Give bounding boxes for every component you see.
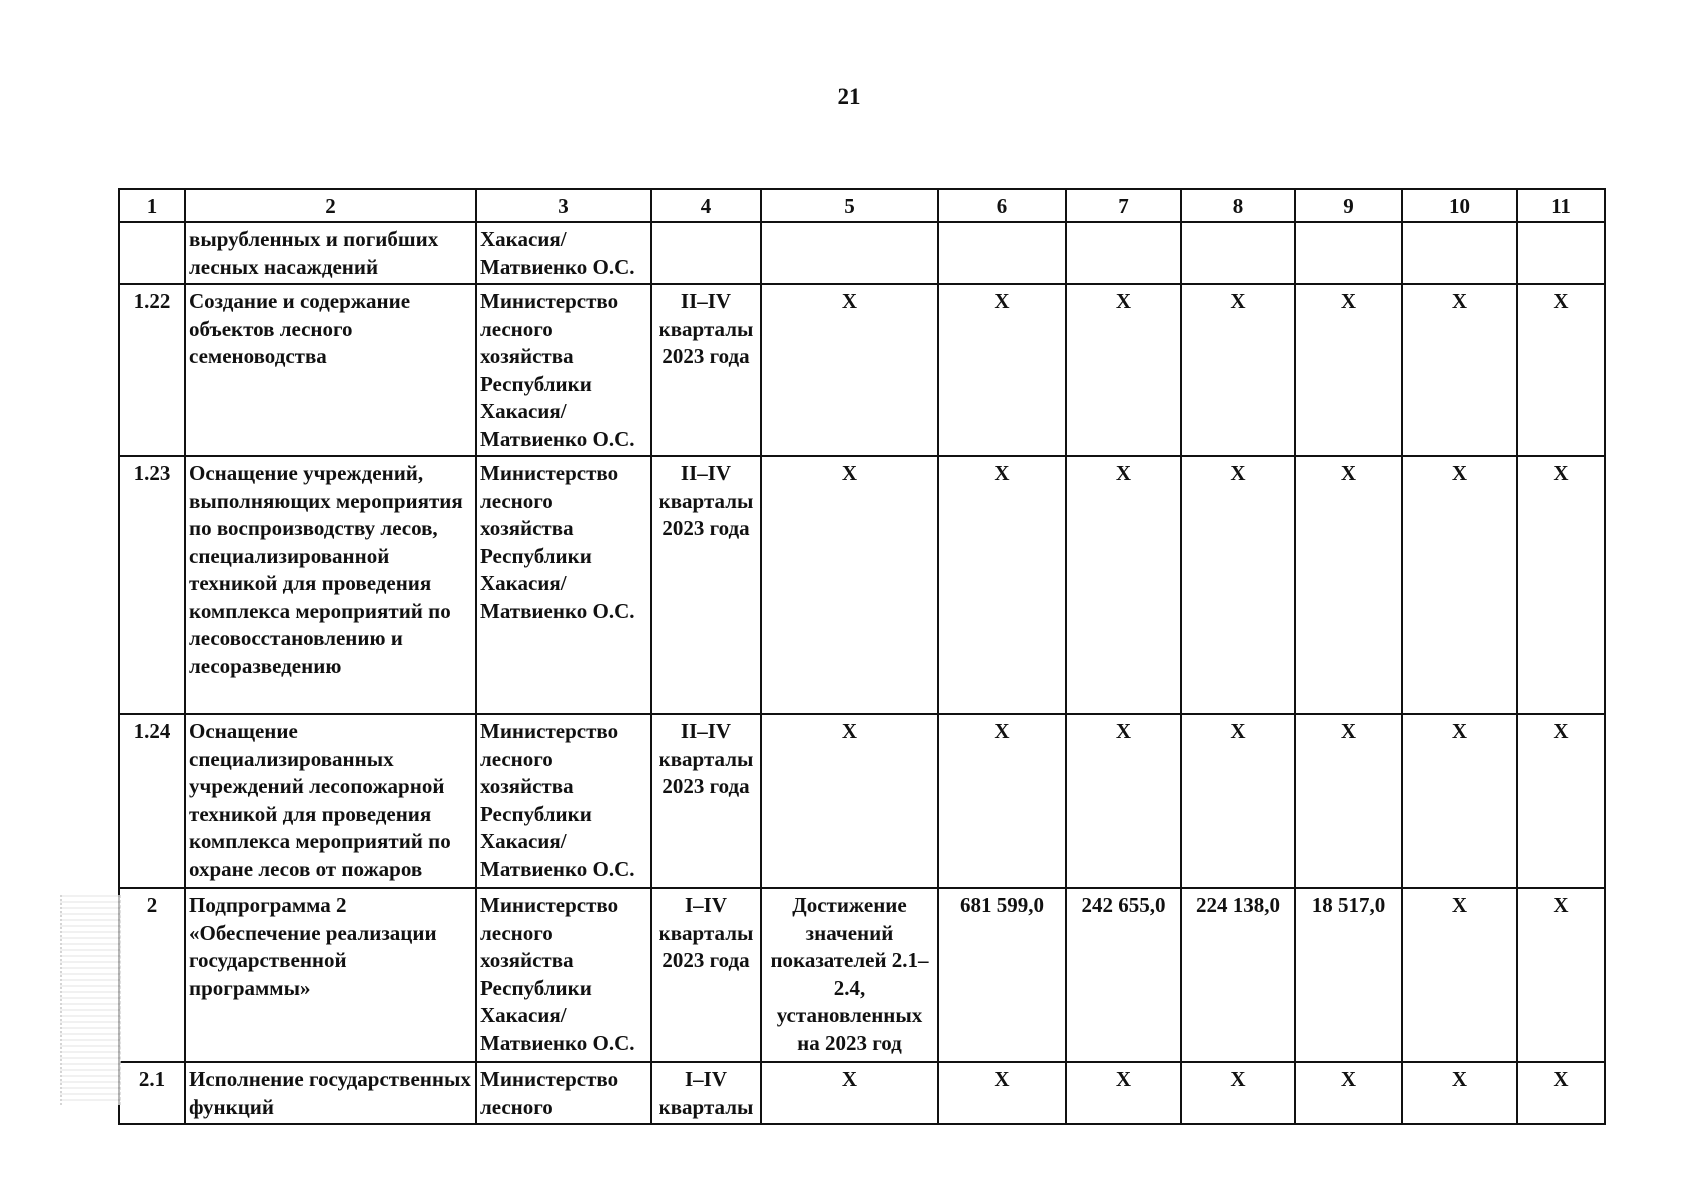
activities-table: [118, 188, 1606, 1125]
row-number-cell: 1.22: [119, 284, 185, 456]
column-header: 9: [1295, 189, 1402, 222]
value-cell: X: [1066, 456, 1181, 714]
value-cell: [1295, 222, 1402, 284]
value-cell: 681 599,0: [938, 888, 1066, 1062]
value-cell: [1517, 222, 1605, 284]
row-number-cell: [119, 222, 185, 284]
value-cell: [1402, 222, 1517, 284]
activity-name-cell: Оснащение учреждений, выполняющих мероприятия по воспроизводству лесов, специализированной техникой для проведения комплекса мероприятий по лесовосстановлению и лесоразведению: [185, 456, 476, 714]
result-cell: X: [761, 456, 938, 714]
value-cell: [1066, 222, 1181, 284]
column-header: 3: [476, 189, 651, 222]
period-cell: II–IV кварталы 2023 года: [651, 714, 761, 888]
column-header: 4: [651, 189, 761, 222]
value-cell: X: [1295, 1062, 1402, 1124]
scan-stamp-mark: [60, 895, 121, 1105]
value-cell: X: [1066, 284, 1181, 456]
result-cell: X: [761, 284, 938, 456]
value-cell: X: [1402, 456, 1517, 714]
row-number-cell: 1.24: [119, 714, 185, 888]
value-cell: X: [1181, 714, 1295, 888]
activity-name-cell: вырубленных и погибших лесных насаждений: [185, 222, 476, 284]
value-cell: X: [938, 456, 1066, 714]
column-header: 6: [938, 189, 1066, 222]
value-cell: X: [938, 714, 1066, 888]
responsible-cell: Министерство лесного хозяйства Республики Хакасия/ Матвиенко О.С.: [476, 284, 651, 456]
value-cell: [938, 222, 1066, 284]
period-cell: II–IV кварталы 2023 года: [651, 456, 761, 714]
value-cell: X: [1517, 888, 1605, 1062]
value-cell: X: [1295, 456, 1402, 714]
value-cell: X: [1402, 714, 1517, 888]
column-header: 7: [1066, 189, 1181, 222]
result-cell: X: [761, 1062, 938, 1124]
period-cell: I–IV кварталы: [651, 1062, 761, 1124]
activity-name-cell: Создание и содержание объектов лесного семеноводства: [185, 284, 476, 456]
column-header: 10: [1402, 189, 1517, 222]
column-header: 2: [185, 189, 476, 222]
table-row: [119, 1062, 1605, 1124]
value-cell: X: [1402, 1062, 1517, 1124]
column-header: 1: [119, 189, 185, 222]
column-header: 5: [761, 189, 938, 222]
responsible-cell: Министерство лесного хозяйства Республики Хакасия/ Матвиенко О.С.: [476, 456, 651, 714]
result-cell: X: [761, 714, 938, 888]
table-row: [119, 222, 1605, 284]
value-cell: X: [1066, 1062, 1181, 1124]
value-cell: X: [938, 284, 1066, 456]
responsible-cell: Хакасия/ Матвиенко О.С.: [476, 222, 651, 284]
table-row: [119, 714, 1605, 888]
table-row: [119, 284, 1605, 456]
period-cell: I–IV кварталы 2023 года: [651, 888, 761, 1062]
value-cell: 224 138,0: [1181, 888, 1295, 1062]
column-header: 11: [1517, 189, 1605, 222]
value-cell: X: [1517, 284, 1605, 456]
responsible-cell: Министерство лесного: [476, 1062, 651, 1124]
value-cell: X: [1517, 456, 1605, 714]
column-number-row: [119, 189, 1605, 222]
value-cell: [1181, 222, 1295, 284]
value-cell: X: [1402, 284, 1517, 456]
result-cell: [761, 222, 938, 284]
row-number-cell: 1.23: [119, 456, 185, 714]
activity-name-cell: Исполнение государственных функций: [185, 1062, 476, 1124]
value-cell: 242 655,0: [1066, 888, 1181, 1062]
value-cell: X: [1402, 888, 1517, 1062]
value-cell: X: [1295, 714, 1402, 888]
value-cell: X: [1517, 1062, 1605, 1124]
value-cell: X: [1181, 1062, 1295, 1124]
value-cell: X: [1066, 714, 1181, 888]
table-row: [119, 456, 1605, 714]
activity-name-cell: Оснащение специализированных учреждений лесопожарной техникой для проведения комплекса мероприятий по охране лесов от пожаров: [185, 714, 476, 888]
value-cell: X: [1181, 456, 1295, 714]
table-row: [119, 888, 1605, 1062]
value-cell: X: [1517, 714, 1605, 888]
row-number-cell: 2.1: [119, 1062, 185, 1124]
value-cell: X: [1181, 284, 1295, 456]
page-number: 21: [837, 84, 861, 109]
column-header: 8: [1181, 189, 1295, 222]
value-cell: X: [1295, 284, 1402, 456]
value-cell: 18 517,0: [1295, 888, 1402, 1062]
result-cell: Достижение значений показателей 2.1–2.4, установленных на 2023 год: [761, 888, 938, 1062]
responsible-cell: Министерство лесного хозяйства Республики Хакасия/ Матвиенко О.С.: [476, 714, 651, 888]
row-number-cell: 2: [119, 888, 185, 1062]
period-cell: II–IV кварталы 2023 года: [651, 284, 761, 456]
value-cell: X: [938, 1062, 1066, 1124]
responsible-cell: Министерство лесного хозяйства Республики Хакасия/ Матвиенко О.С.: [476, 888, 651, 1062]
period-cell: [651, 222, 761, 284]
activity-name-cell: Подпрограмма 2 «Обеспечение реализации государственной программы»: [185, 888, 476, 1062]
